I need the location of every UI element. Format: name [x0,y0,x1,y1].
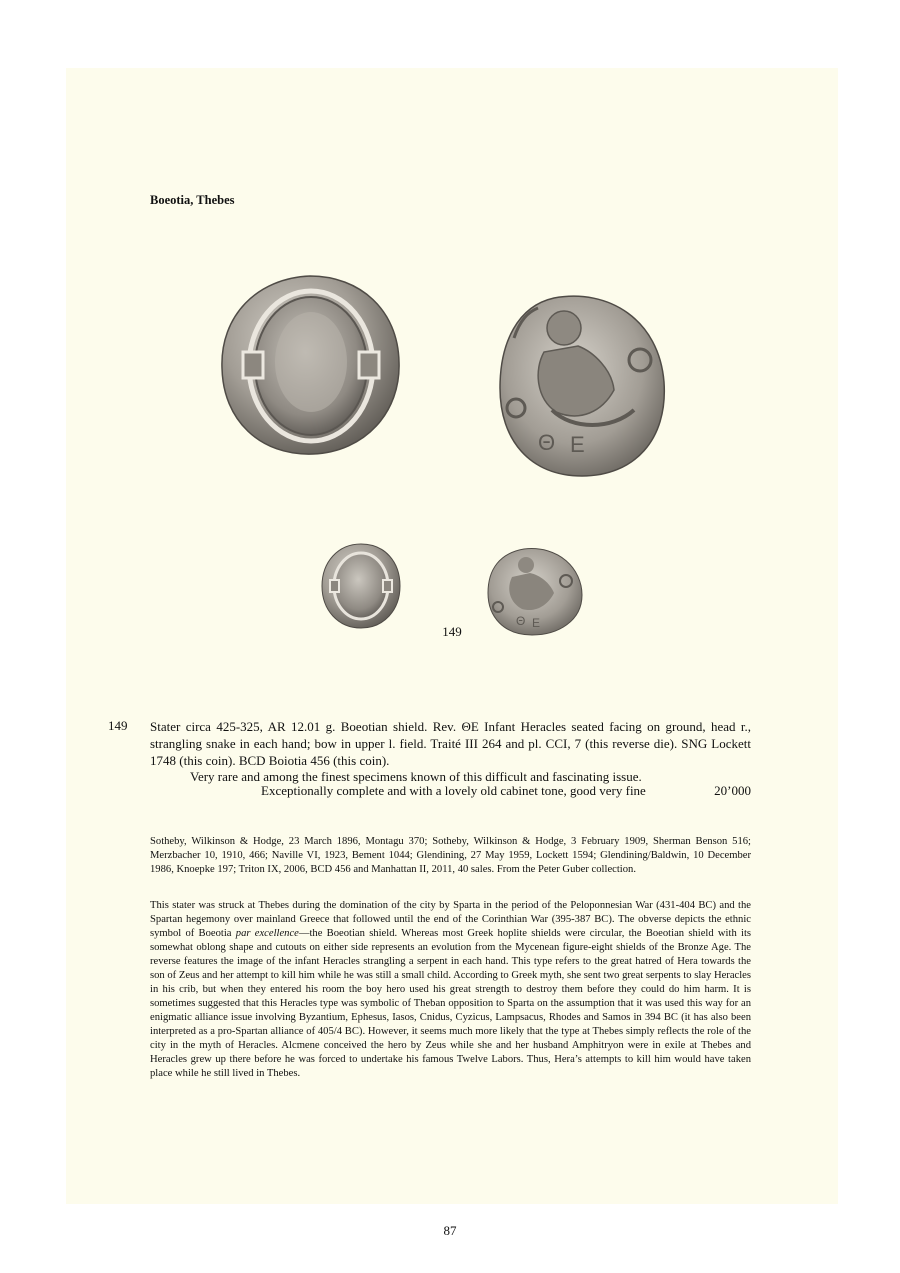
page-number: 87 [443,1223,457,1238]
coin-reverse-large-image [494,290,670,480]
reverse-legend-theta: Θ [538,430,556,455]
commentary-text [150,899,751,1081]
lot-estimate: 20’000 [714,783,751,798]
plate-number: 149 [442,624,462,639]
reverse-legend-small-epsilon: Ε [532,616,541,630]
commentary-part-2: —the Boeotian shield. Whereas most Greek hoplite shields were circular, the Boeotian shield with its somewhat oblong shape and cutouts on either side represents an evolution from the Mycenean figure-eight shields of the Bronze Age. The reverse features the image of the infant Heracles strangling a serpent in each hand. This type refers to the great hatred of Hera towards the son of Zeus and her attempt to kill him while he was still a small child. According to Greek myth, she sent two great serpents to slay Heracles in his crib, but when they entered his room the boy hero used his great strength to destroy them before they could do him harm. It is sometimes suggested that this Heracles type was symbolic of Theban opposition to Sparta on the assumption that it was used this way for an enigmatic alliance issue involving Byzantium, Ephesus, Iasos, Cnidus, Cyzicus, Lampsacus, Rhodes and Samos in 394 BC (it has also been interpreted as a pro-Spartan alliance of 405/4 BC). However, it seems much more likely that the type at Thebes simply reflects the role of the city in the myth of Heracles. Alcmene conceived the hero by Zeus while she and her husband Amphitryon were in exile at Thebes and Heracles grew up there before he was forced to undertake his famous Twelve Labors. Thus, Hera’s attempts to kill him would have taken place while he still lived in Thebes. [150,928,752,1079]
reverse-legend-epsilon: Ε [570,432,585,457]
provenance-text: Sotheby, Wilkinson & Hodge, 23 March 1896, Montagu 370; Sotheby, Wilkinson & Hodge, 3 February 1909, Sherman Benson 516; Merzbacher 10, 1910, 466; Naville VI, 1923, Bement 1044; Glendining, 27 May 1959, Lockett 1594; Glendining/Baldwin, 10 December 1986, Knoepke 197; Triton IX, 2006, BCD 456 and Manhattan II, 2011, 40 sales. From the Peter Guber collection. [150,836,751,875]
section-heading: Boeotia, Thebes [150,193,235,207]
commentary-emphasis: par excellence [235,928,299,939]
coin-obverse-large-image [215,270,405,460]
lot-rarity: Very rare and among the finest specimens known of this difficult and fascinating issue. [190,769,642,784]
lot-description: Stater circa 425-325, AR 12.01 g. Boeotian shield. Rev. ΘE Infant Heracles seated facing on ground, head r., strangling snake in each hand; bow in upper l. field. Traité III 264 and pl. CCI, 7 (this reverse die). SNG Lockett 1748 (this coin). BCD Boiotia 456 (this coin). [150,719,751,768]
reverse-legend-small-theta: Θ [516,614,526,628]
lot-number: 149 [108,718,128,733]
coin-reverse-small-image [484,545,584,637]
coin-obverse-small-image [318,540,404,632]
lot-condition: Exceptionally complete and with a lovely old cabinet tone, good very fine [261,783,646,798]
commentary-part-1: This stater was struck at Thebes during the domination of the city by Sparta in the period of the Peloponnesian War (431-404 BC) and the Spartan hegemony over mainland Greece that followed until the end of the Corinthian War (395-387 BC). The obverse depicts the ethnic symbol of Boeotia [150,900,751,939]
